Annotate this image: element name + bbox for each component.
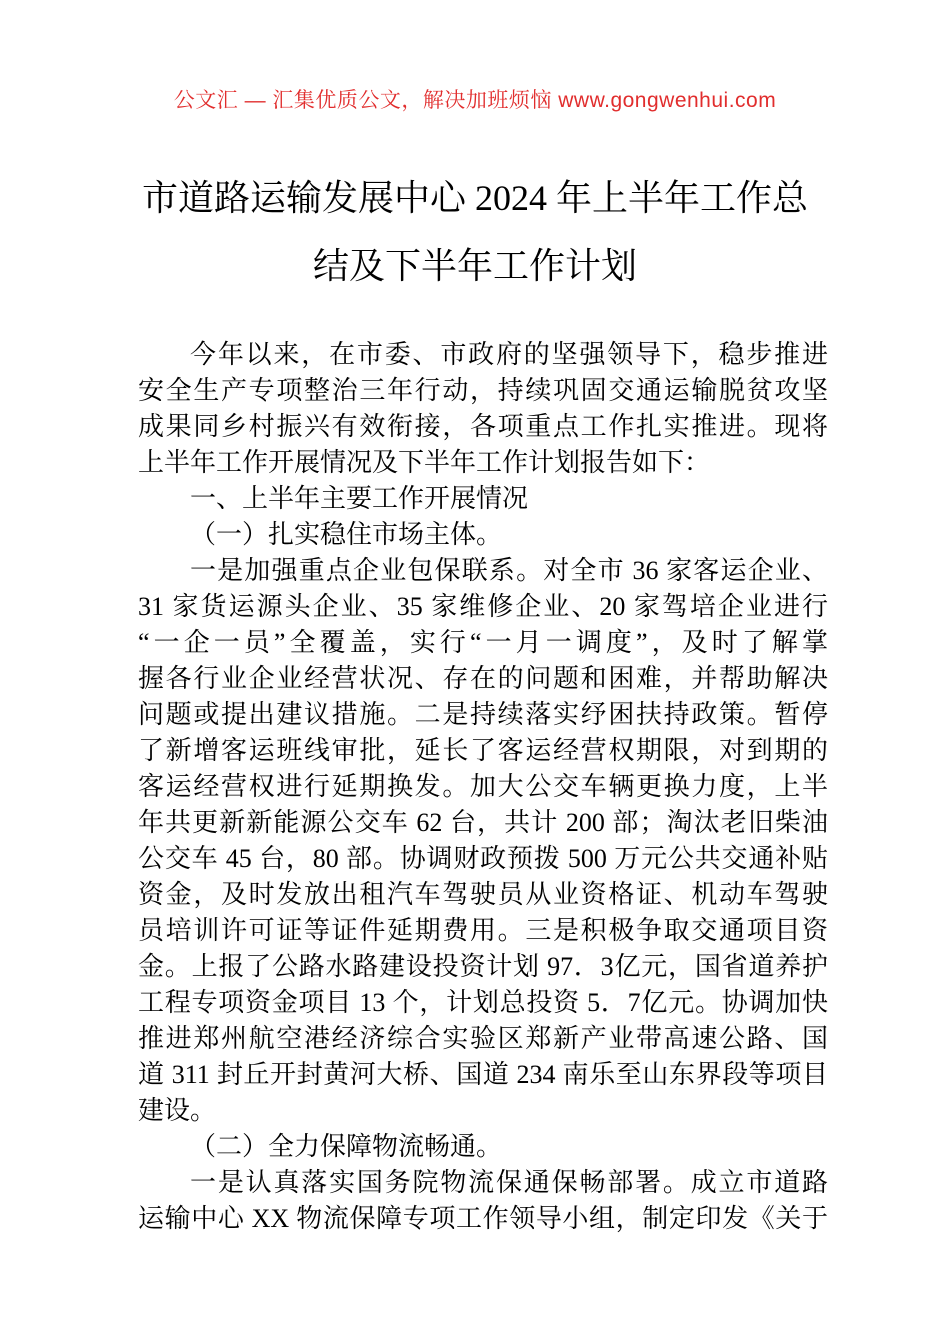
document-body: [138, 337, 828, 1237]
body-line: “一企一员”全覆盖，实行“一月一调度”，及时了解掌: [138, 628, 828, 657]
body-line: 一是认真落实国务院物流保通保畅部署。成立市道路: [190, 1168, 828, 1197]
body-line: 金。上报了公路水路建设投资计划 97．3亿元，国省道养护: [138, 952, 828, 981]
body-line: 年共更新新能源公交车 62 台，共计 200 部；淘汰老旧柴油: [138, 808, 828, 837]
body-line: 道 311 封丘开封黄河大桥、国道 234 南乐至山东界段等项目: [138, 1060, 828, 1089]
body-line: 成果同乡村振兴有效衔接，各项重点工作扎实推进。现将: [138, 412, 828, 441]
watermark-header: 公文汇 — 汇集优质公文，解决加班烦恼 www.gongwenhui.com: [173, 89, 777, 112]
body-line: 上半年工作开展情况及下半年工作计划报告如下：: [138, 448, 711, 477]
document-title: [60, 164, 890, 300]
body-line: 问题或提出建议措施。二是持续落实纾困扶持政策。暂停: [138, 700, 828, 729]
body-line: 握各行业企业经营状况、存在的问题和困难，并帮助解决: [138, 664, 828, 693]
body-line: 工程专项资金项目 13 个，计划总投资 5．7亿元。协调加快: [138, 988, 828, 1017]
title-line-2: 结及下半年工作计划: [312, 246, 637, 286]
body-line: 运输中心 XX 物流保障专项工作领导小组，制定印发《关于: [138, 1204, 828, 1233]
body-line: 建设。: [138, 1096, 217, 1125]
body-line: 客运经营权进行延期换发。加大公交车辆更换力度，上半: [138, 772, 828, 801]
body-line: 资金，及时发放出租汽车驾驶员从业资格证、机动车驾驶: [138, 880, 828, 909]
body-line: 安全生产专项整治三年行动，持续巩固交通运输脱贫攻坚: [138, 376, 828, 405]
body-line: 公交车 45 台，80 部。协调财政预拨 500 万元公共交通补贴: [138, 844, 828, 873]
subsection-heading: （二）全力保障物流畅通。: [190, 1132, 503, 1161]
body-line: 员培训许可证等证件延期费用。三是积极争取交通项目资: [138, 916, 828, 945]
body-line: 了新增客运班线审批，延长了客运经营权期限，对到期的: [138, 736, 828, 765]
body-line: 31 家货运源头企业、35 家维修企业、20 家驾培企业进行: [138, 592, 828, 621]
title-line-1: 市道路运输发展中心 2024 年上半年工作总: [141, 178, 808, 218]
body-line: 一是加强重点企业包保联系。对全市 36 家客运企业、: [190, 556, 828, 585]
body-line: 推进郑州航空港经济综合实验区郑新产业带高速公路、国: [138, 1024, 828, 1053]
subsection-heading: （一）扎实稳住市场主体。: [190, 520, 503, 549]
body-line: 今年以来，在市委、市政府的坚强领导下，稳步推进: [190, 340, 828, 369]
section-heading: 一、上半年主要工作开展情况: [190, 484, 529, 513]
